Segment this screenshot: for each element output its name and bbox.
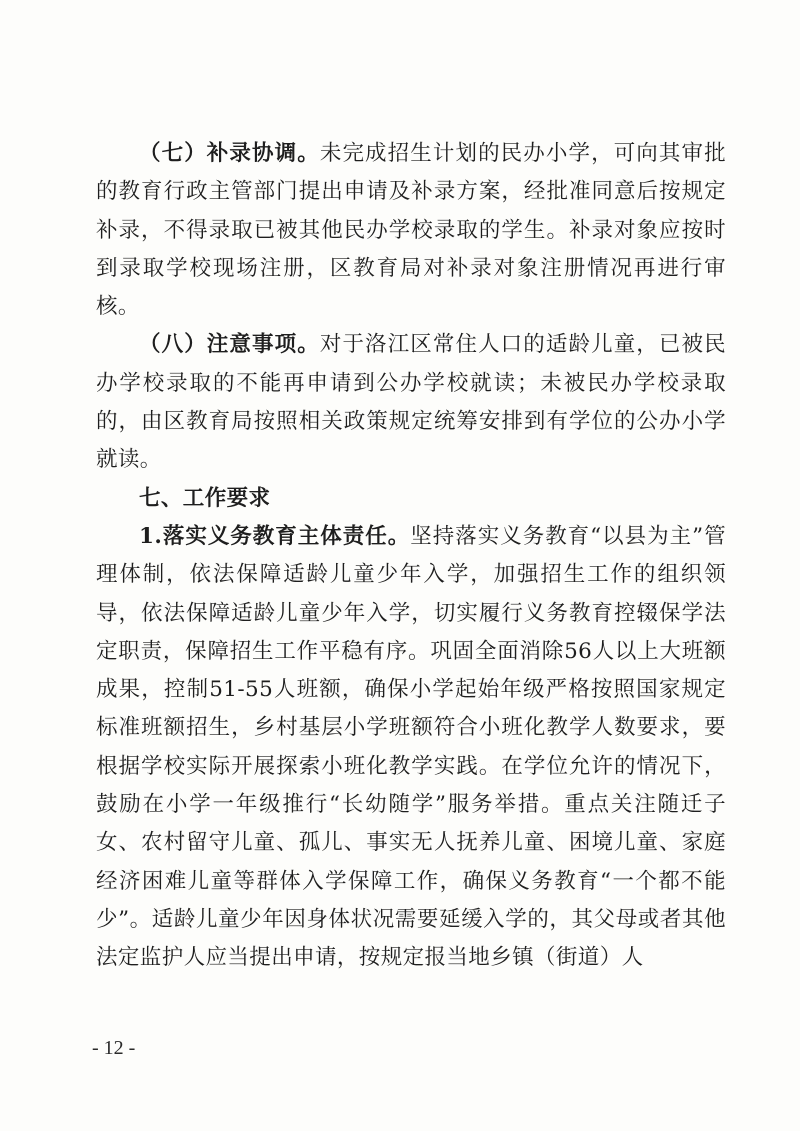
paragraph-body: 未完成招生计划的民办小学，可向其审批的教育行政主管部门提出申请及补录方案，经批准同意后按规定补录，不得录取已被其他民办学校录取的学生。补录对象应按时到录取学校现场注册，区教育局对补录对象注册情况再进行审核。 bbox=[96, 141, 727, 320]
paragraph-lead: （七）补录协调。 bbox=[139, 141, 320, 166]
paragraph-body: 坚持落实义务教育“以县为主”管理体制，依法保障适龄儿童少年入学，加强招生工作的组织领导，依法保障适龄儿童少年入学，切实履行义务教育控辍保学法定职责，保障招生工作平稳有序。巩固全面消除56人以上大班额成果，控制51-55人班额，确保小学起始年级严格按照国家规定标准班额招生，乡村基层小学班额符合小班化教学人数要求，要根据学校实际开展探索小班化教学实践。在学位允许的情况下，鼓励在小学一年级推行“长幼随学”服务举措。重点关注随迁子女、农村留守儿童、孤儿、事实无人抚养儿童、困境儿童、家庭经济困难儿童等群体入学保障工作，确保义务教育“一个都不能少”。适龄儿童少年因身体状况需要延缓入学的，其父母或者其他法定监护人应当提出申请，按规定报当地乡镇（街道）人 bbox=[96, 523, 727, 971]
paragraph-lead: （八）注意事项。 bbox=[139, 332, 320, 358]
paragraph-lead: 1.落实义务教育主体责任。 bbox=[139, 523, 411, 549]
page-number: - 12 - bbox=[92, 1037, 136, 1059]
paragraph-body: 对于洛江区常住人口的适龄儿童，已被民办学校录取的不能再申请到公办学校就读；未被民办学校录取的，由区教育局按照相关政策规定统筹安排到有学位的公办小学就读。 bbox=[96, 332, 727, 473]
paragraph-notes bbox=[96, 326, 726, 479]
body-text bbox=[96, 135, 726, 978]
paragraph-supplementary-admission bbox=[96, 135, 726, 326]
paragraph-item-1 bbox=[96, 518, 726, 978]
section-heading: 七、工作要求 bbox=[139, 485, 271, 511]
